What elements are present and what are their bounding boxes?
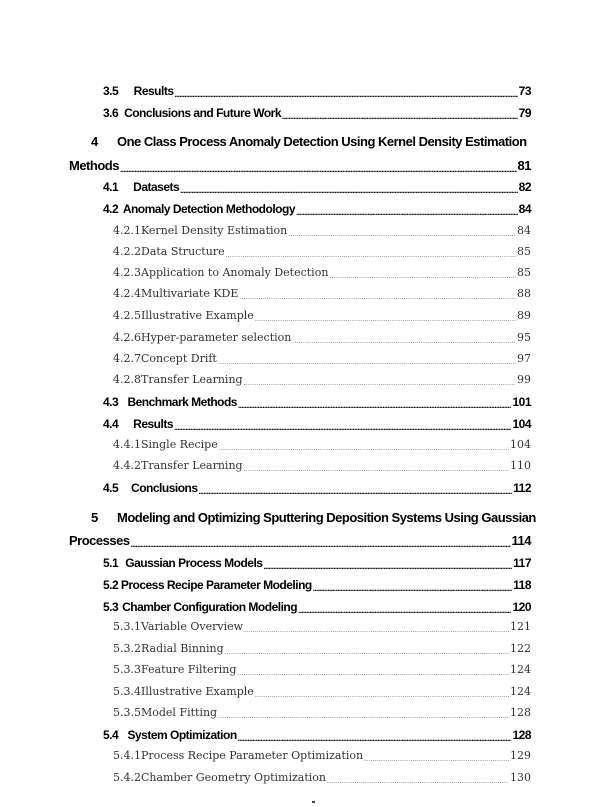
entry-number: 4.4.1	[113, 438, 141, 451]
entry-number: 4.2.2	[113, 245, 141, 258]
entry-number: 5.3	[103, 600, 119, 614]
entry-page: 130	[510, 771, 531, 784]
entry-page: 101	[512, 395, 531, 409]
dot-leader	[239, 289, 516, 300]
dot-leader	[292, 333, 516, 344]
entry-title: Illustrative Example	[141, 685, 254, 698]
dot-leader	[238, 730, 512, 742]
entry-number: 4.2.1	[113, 224, 141, 237]
entry-number: 4.1	[103, 180, 119, 194]
toc-entry-4-2-6[interactable]	[113, 331, 531, 344]
entry-title: Results	[133, 84, 174, 98]
entry-page: 89	[517, 309, 531, 322]
toc-entry-5-3-1[interactable]	[113, 620, 531, 633]
toc-entry-5-2[interactable]	[103, 578, 531, 592]
entry-page: 124	[510, 663, 531, 676]
entry-page: 121	[510, 620, 531, 633]
toc-entry-3-5[interactable]	[103, 84, 531, 98]
dot-leader	[313, 580, 512, 592]
entry-number: 5.1	[103, 556, 119, 570]
entry-number: 5.3.5	[113, 706, 141, 719]
entry-title: Illustrative Example	[141, 309, 254, 322]
toc-entry-5-3-3[interactable]	[113, 663, 531, 676]
entry-page: 124	[510, 685, 531, 698]
entry-page: 110	[510, 459, 531, 472]
entry-title: Radial Binning	[141, 642, 224, 655]
entry-page: 117	[513, 556, 531, 570]
dot-leader	[175, 86, 518, 98]
entry-title: Anomaly Detection Methodology	[122, 202, 295, 216]
entry-page: 104	[512, 417, 531, 431]
entry-title: Transfer Learning	[141, 459, 243, 472]
entry-page: 114	[511, 533, 531, 548]
entry-title: Chamber Configuration Modeling	[122, 600, 298, 614]
entry-title: Conclusions	[131, 481, 198, 495]
entry-page: 84	[517, 224, 531, 237]
dot-leader	[296, 204, 518, 216]
entry-page: 120	[512, 600, 531, 614]
dot-leader	[282, 108, 518, 120]
entry-page: 129	[510, 749, 531, 762]
entry-number: 5.2	[103, 578, 119, 592]
entry-title: Conclusions and Future Work	[124, 106, 282, 120]
entry-number: 4.2.6	[113, 331, 141, 344]
chapter-title: Modeling and Optimizing Sputtering Deposition Systems Using Gaussian	[117, 510, 536, 525]
toc-entry-4-4-2[interactable]	[113, 459, 531, 472]
entry-title: Transfer Learning	[141, 373, 243, 386]
dot-leader	[298, 602, 511, 614]
entry-title: Concept Drift	[141, 352, 217, 365]
entry-title: Results	[133, 417, 174, 431]
entry-page: 97	[517, 352, 531, 365]
chapter-title: One Class Process Anomaly Detection Using Kernel Density Estimation	[117, 134, 527, 149]
entry-page: 81	[517, 158, 531, 173]
dot-leader	[244, 375, 516, 386]
toc-entry-3-6[interactable]	[103, 106, 531, 120]
dot-leader	[225, 644, 509, 655]
entry-page: 128	[512, 728, 531, 742]
toc-entry-4-2-4[interactable]	[113, 287, 531, 300]
entry-title: Process Recipe Parameter Modeling	[120, 578, 312, 592]
chapter-number: 4	[91, 134, 98, 149]
entry-title: Multivariate KDE	[141, 287, 239, 300]
entry-page: 82	[518, 180, 531, 194]
entry-title: Benchmark Methods	[127, 395, 237, 409]
dot-leader	[255, 311, 516, 322]
toc-entry-4-4[interactable]	[103, 417, 531, 431]
toc-entry-4-2-1[interactable]	[113, 224, 531, 237]
entry-title: Variable Overview	[141, 620, 244, 633]
page-footer-mark	[312, 801, 315, 803]
entry-number: 4.2.4	[113, 287, 141, 300]
chapter-heading-line1	[91, 134, 527, 149]
entry-number: 5.3.1	[113, 620, 141, 633]
entry-page: 84	[518, 202, 531, 216]
chapter-heading-line1	[91, 510, 536, 525]
entry-title: Single Recipe	[141, 438, 218, 451]
dot-leader	[263, 558, 512, 570]
chapter-heading-line2	[69, 533, 531, 548]
entry-number: 4.4.2	[113, 459, 141, 472]
dot-leader	[226, 247, 516, 258]
entry-number: 5.4.2	[113, 771, 141, 784]
dot-leader	[120, 160, 517, 173]
toc-entry-5-1[interactable]	[103, 556, 531, 570]
entry-title: Feature Filtering	[141, 663, 237, 676]
toc-entry-5-3-5[interactable]	[113, 706, 531, 719]
toc-entry-5-4-2[interactable]	[113, 771, 531, 784]
entry-page: 112	[513, 481, 531, 495]
dot-leader	[199, 483, 513, 495]
dot-leader	[218, 354, 516, 365]
entry-number: 4.2	[103, 202, 119, 216]
entry-number: 5.3.2	[113, 642, 141, 655]
toc-entry-5-4[interactable]	[103, 728, 531, 742]
toc-entry-5-3-4[interactable]	[113, 685, 531, 698]
chapter-number: 5	[91, 510, 98, 525]
entry-title: System Optimization	[127, 728, 237, 742]
toc-entry-4-1[interactable]	[103, 180, 531, 194]
entry-page: 85	[517, 245, 531, 258]
entry-page: 73	[518, 84, 531, 98]
dot-leader	[329, 268, 516, 279]
entry-title: Chamber Geometry Optimization	[141, 771, 326, 784]
entry-number: 5.3.4	[113, 685, 141, 698]
entry-number: 4.5	[103, 481, 119, 495]
entry-page: 85	[517, 266, 531, 279]
dot-leader	[174, 419, 511, 431]
entry-number: 5.4	[103, 728, 119, 742]
dot-leader	[180, 182, 517, 194]
toc-entry-4-5[interactable]	[103, 481, 531, 495]
dot-leader	[237, 665, 509, 676]
entry-number: 4.4	[103, 417, 119, 431]
dot-leader	[238, 397, 511, 409]
entry-number: 4.2.5	[113, 309, 141, 322]
entry-number: 4.2.8	[113, 373, 141, 386]
entry-title: Data Structure	[141, 245, 225, 258]
entry-title: Datasets	[133, 180, 180, 194]
entry-number: 4.3	[103, 395, 119, 409]
toc-entry-4-4-1[interactable]	[113, 438, 531, 451]
entry-title: Model Fitting	[141, 706, 218, 719]
entry-page: 88	[517, 287, 531, 300]
toc-entry-4-2-3[interactable]	[113, 266, 531, 279]
toc-entry-4-2[interactable]	[103, 202, 531, 216]
entry-number: 3.5	[103, 84, 119, 98]
toc-entry-4-2-8[interactable]	[113, 373, 531, 386]
toc-entry-4-2-2[interactable]	[113, 245, 531, 258]
toc-entry-5-3-2[interactable]	[113, 642, 531, 655]
dot-leader	[288, 226, 516, 237]
toc-entry-5-4-1[interactable]	[113, 749, 531, 762]
entry-title: Kernel Density Estimation	[141, 224, 288, 237]
entry-page: 104	[510, 438, 531, 451]
entry-number: 5.3.3	[113, 663, 141, 676]
entry-page: 95	[517, 331, 531, 344]
dot-leader	[219, 440, 509, 451]
entry-title: Process Recipe Parameter Optimization	[141, 749, 364, 762]
dot-leader	[244, 622, 509, 633]
entry-number: 4.2.3	[113, 266, 141, 279]
toc-entry-4-2-5[interactable]	[113, 309, 531, 322]
toc-entry-5-3[interactable]	[103, 600, 531, 614]
entry-title: Gaussian Process Models	[125, 556, 263, 570]
dot-leader	[131, 535, 511, 548]
entry-number: 5.4.1	[113, 749, 141, 762]
entry-title: Hyper-parameter selection	[141, 331, 292, 344]
dot-leader	[327, 773, 509, 784]
dot-leader	[218, 708, 509, 719]
entry-page: 128	[510, 706, 531, 719]
toc-entry-4-3[interactable]	[103, 395, 531, 409]
entry-page: 99	[517, 373, 531, 386]
entry-page: 79	[518, 106, 531, 120]
entry-number: 3.6	[103, 106, 119, 120]
chapter-title-continued: Methods	[69, 158, 119, 173]
dot-leader	[255, 687, 509, 698]
toc-entry-4-2-7[interactable]	[113, 352, 531, 365]
entry-page: 118	[513, 578, 531, 592]
entry-title: Application to Anomaly Detection	[141, 266, 329, 279]
entry-number: 4.2.7	[113, 352, 141, 365]
chapter-heading-line2	[69, 158, 531, 173]
chapter-title-continued: Processes	[69, 533, 130, 548]
entry-page: 122	[510, 642, 531, 655]
dot-leader	[364, 751, 509, 762]
dot-leader	[244, 461, 509, 472]
